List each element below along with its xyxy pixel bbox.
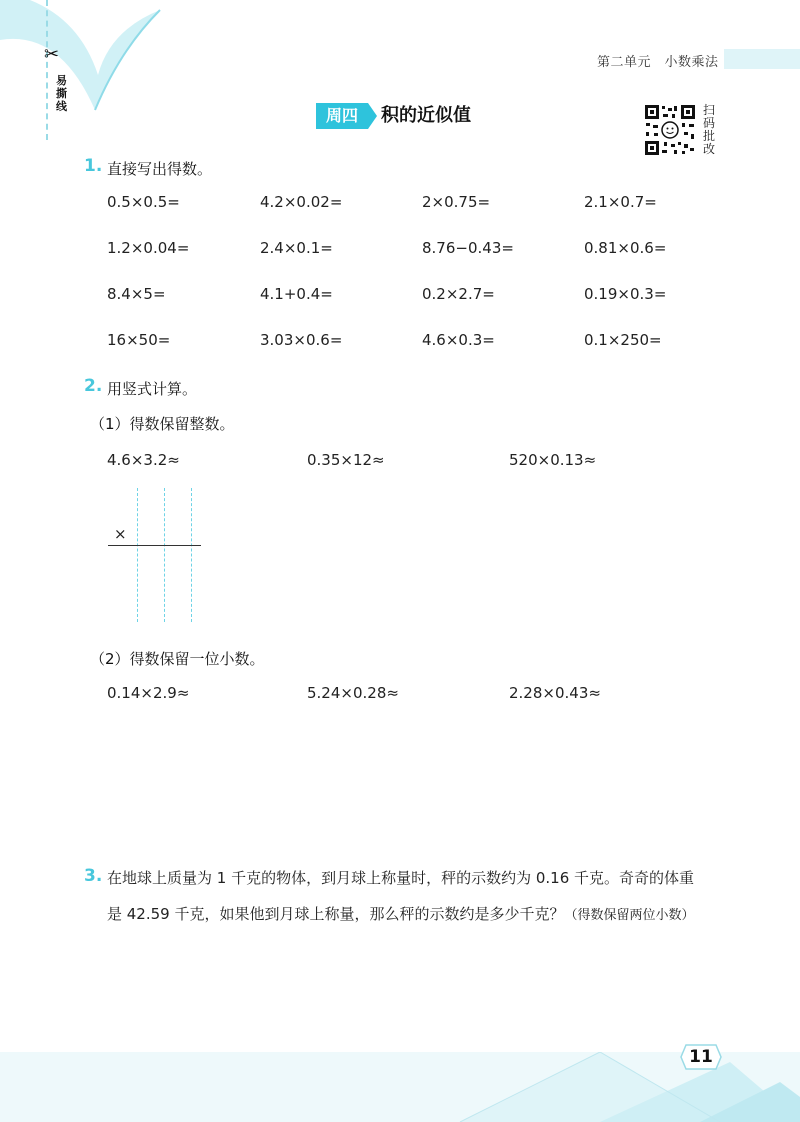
day-badge: 周四: [316, 103, 368, 129]
calc-item: 0.19×0.3=: [584, 285, 667, 303]
part-1-label: （1）得数保留整数。: [90, 415, 235, 433]
calc-item: 2.4×0.1=: [260, 239, 333, 257]
part-2-label: （2）得数保留一位小数。: [90, 650, 265, 668]
vertical-calc-item: 2.28×0.43≈: [509, 684, 601, 702]
calc-item: 4.1+0.4=: [260, 285, 333, 303]
calc-item: 0.1×250=: [584, 331, 662, 349]
vertical-calc-item: 0.14×2.9≈: [107, 684, 190, 702]
corner-decoration: [0, 0, 170, 120]
calc-item: 4.6×0.3=: [422, 331, 495, 349]
calc-item: 0.81×0.6=: [584, 239, 667, 257]
calc-item: 16×50=: [107, 331, 171, 349]
vertical-calc-item: 4.6×3.2≈: [107, 451, 180, 469]
tear-line: [46, 0, 48, 140]
word-problem-line-1: 在地球上质量为 1 千克的物体，到月球上称量时，秤的示数约为 0.16 千克。奇奇的体重: [107, 869, 695, 887]
calc-item: 8.4×5=: [107, 285, 166, 303]
word-problem-text: 是 42.59 千克，如果他到月球上称量，那么秤的示数约是多少千克？: [107, 905, 565, 923]
section-2-title: 用竖式计算。: [107, 380, 198, 398]
scissors-icon: ✂: [44, 44, 60, 65]
page-title: 积的近似值: [381, 105, 471, 126]
vertical-calc-item: 5.24×0.28≈: [307, 684, 399, 702]
column-guide: [191, 488, 192, 622]
section-3-number: 3.: [84, 866, 103, 886]
unit-header: 第二单元 小数乘法: [597, 55, 719, 70]
section-2-number: 2.: [84, 376, 103, 396]
word-problem-line-2: [107, 903, 695, 924]
calc-item: 0.2×2.7=: [422, 285, 495, 303]
section-1-number: 1.: [84, 156, 103, 176]
badge-arrow: [368, 103, 377, 129]
vertical-calc-item: 0.35×12≈: [307, 451, 385, 469]
calc-item: 4.2×0.02=: [260, 193, 343, 211]
calc-item: 8.76−0.43=: [422, 239, 514, 257]
section-1-title: 直接写出得数。: [107, 160, 213, 178]
calc-item: 3.03×0.6=: [260, 331, 343, 349]
column-guide: [164, 488, 165, 622]
qr-code-icon[interactable]: [644, 104, 696, 156]
rounding-note: （得数保留两位小数）: [564, 908, 695, 923]
calc-item: 2×0.75=: [422, 193, 491, 211]
calc-item: 0.5×0.5=: [107, 193, 180, 211]
multiply-sign: ×: [114, 525, 127, 543]
header-bar: [724, 49, 800, 69]
qr-label: 扫码批改: [703, 103, 716, 156]
calc-underline: [108, 545, 201, 546]
page-number: 11: [689, 1047, 713, 1067]
calc-item: 2.1×0.7=: [584, 193, 657, 211]
tear-label: 易撕线: [56, 74, 67, 113]
column-guide: [137, 488, 138, 622]
calc-item: 1.2×0.04=: [107, 239, 190, 257]
vertical-calc-item: 520×0.13≈: [509, 451, 597, 469]
